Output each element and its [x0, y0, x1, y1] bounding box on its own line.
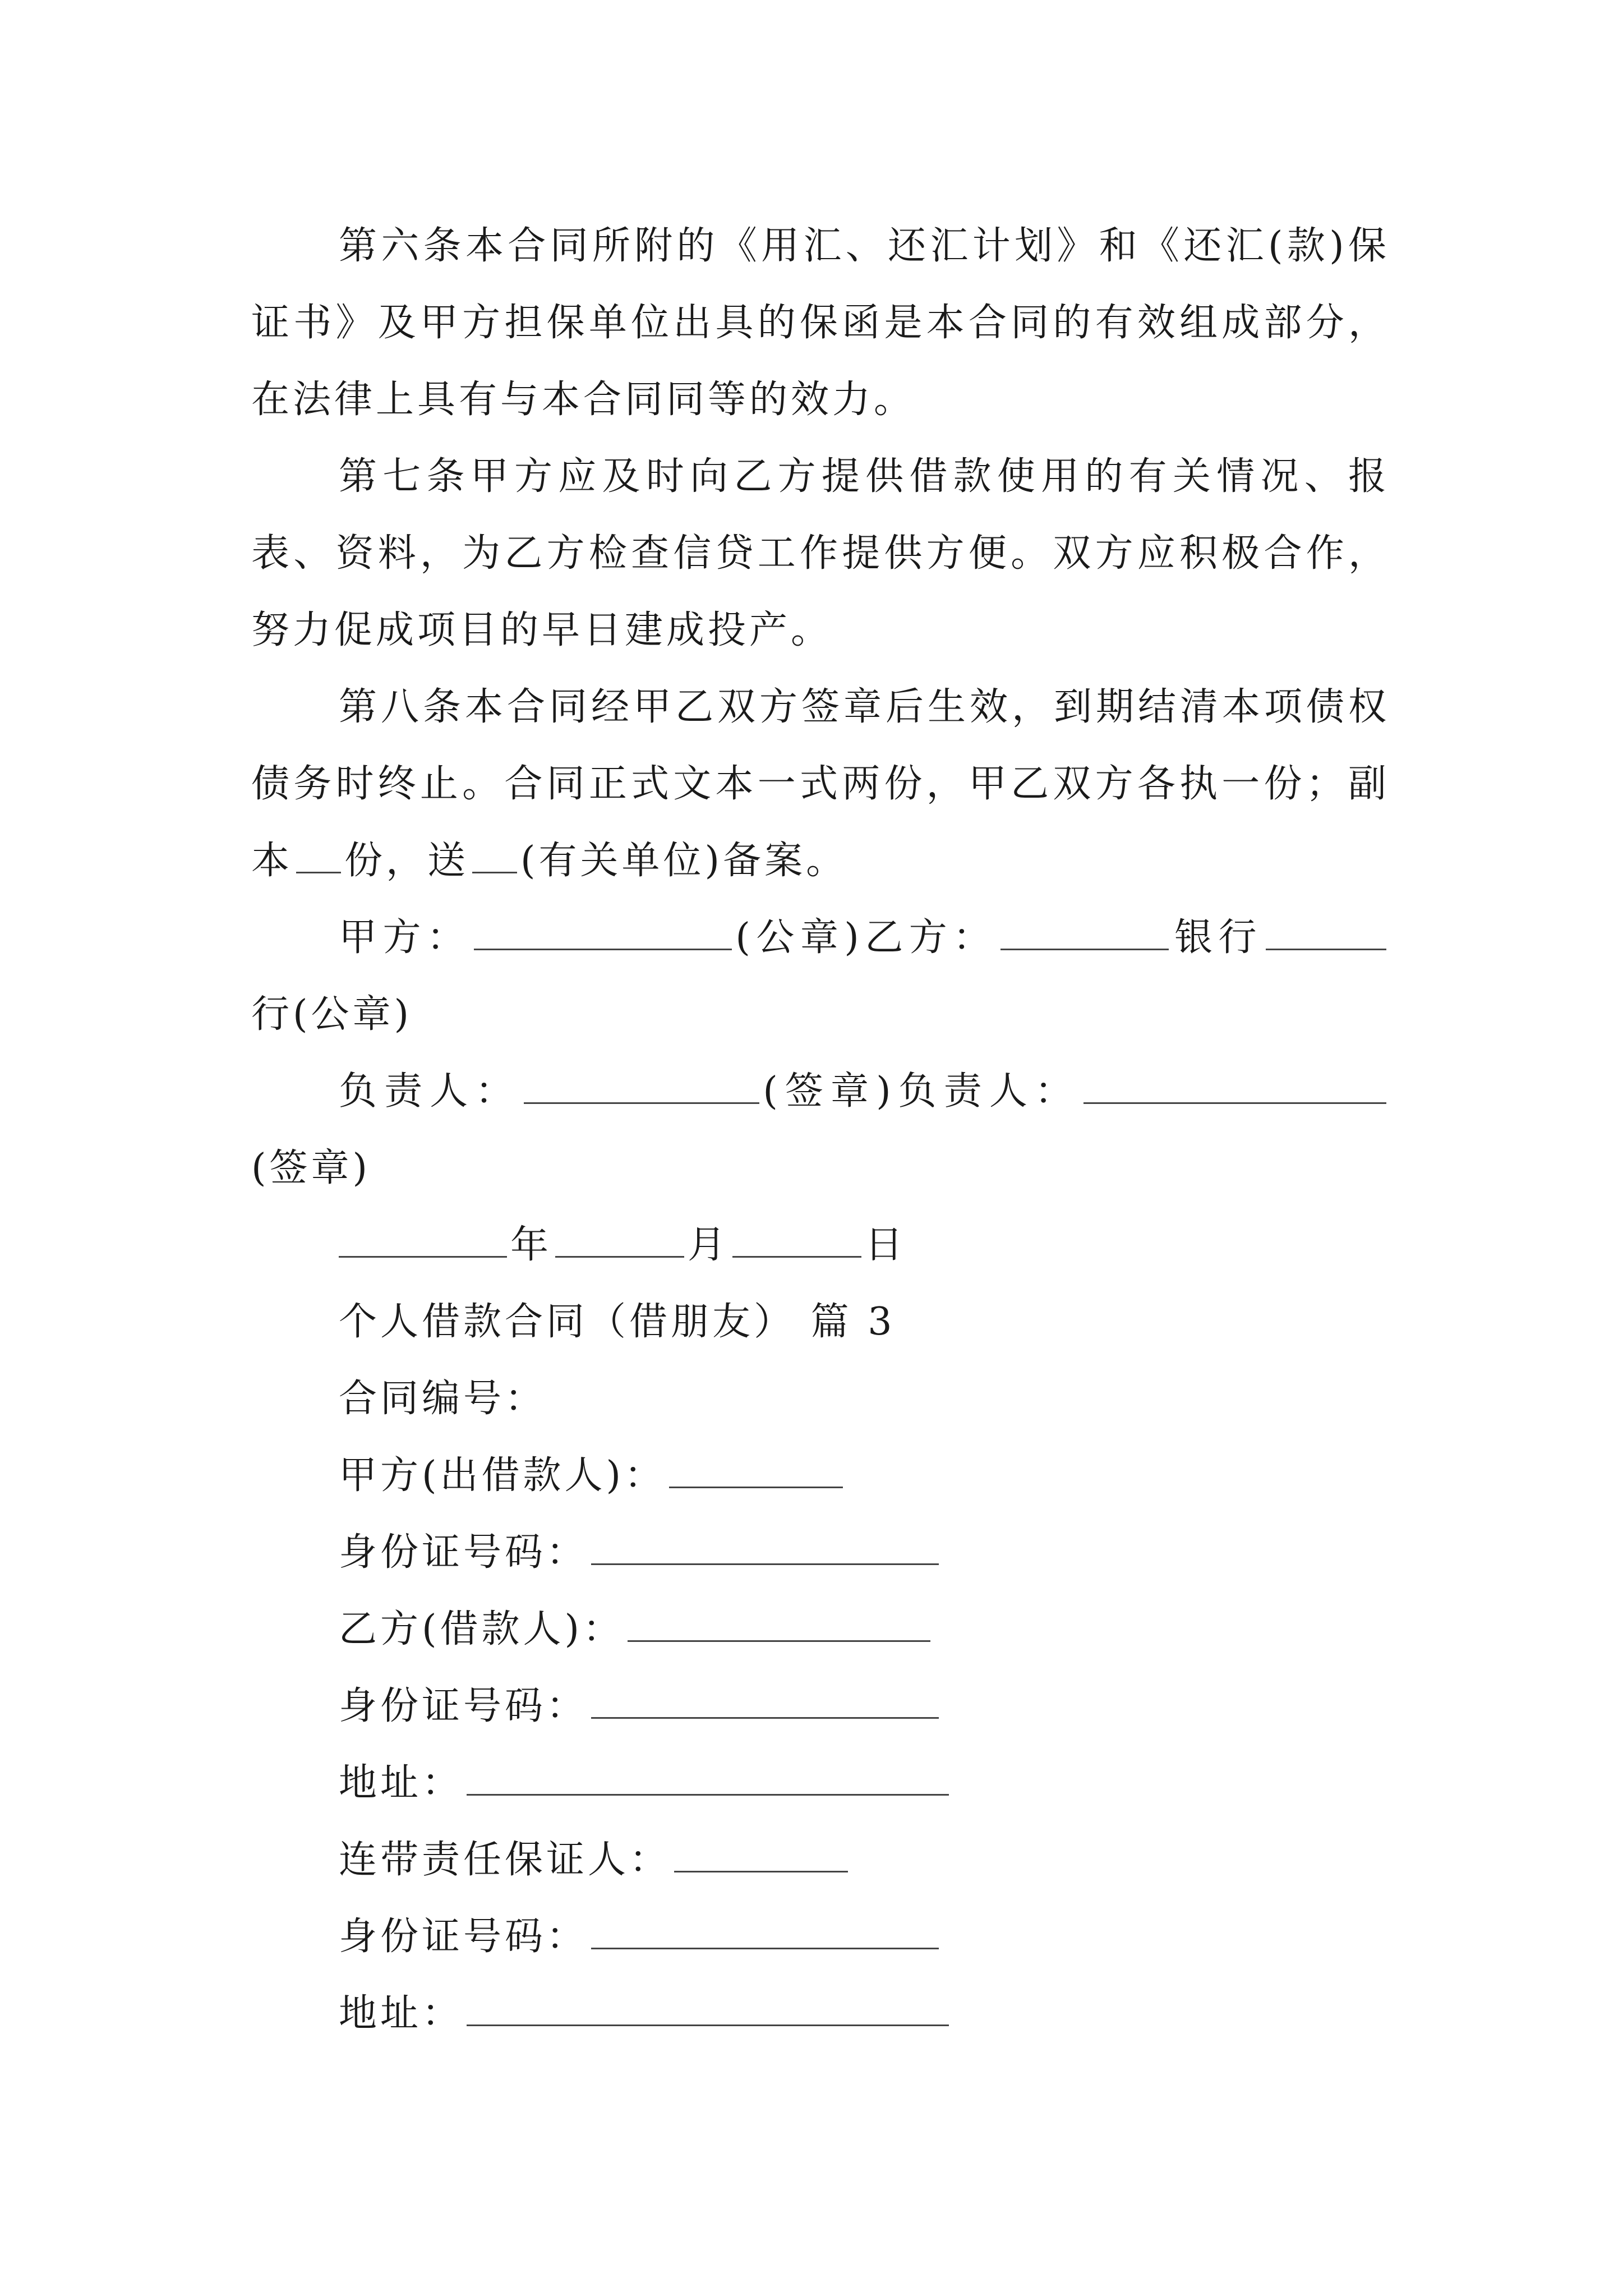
guarantor-id-label: 身份证号码： [339, 1915, 588, 1959]
party-a-seal-label: (公章)乙方： [735, 915, 997, 960]
branch-seal-label: 行(公章) [251, 992, 413, 1037]
year-label: 年 [510, 1223, 552, 1267]
lender-line [251, 1437, 1390, 1514]
guarantor-line [251, 1821, 1390, 1898]
day-blank [732, 1217, 861, 1258]
head-a-label: 负责人： [339, 1069, 521, 1114]
borrower-id-label: 身份证号码： [339, 1684, 588, 1728]
party-a-blank [474, 909, 732, 950]
borrower-address-line [251, 1745, 1390, 1821]
borrower-label: 乙方(借款人)： [339, 1607, 625, 1651]
article-8 [251, 669, 1390, 899]
bank-label: 银行 [1172, 915, 1262, 960]
lender-label: 甲方(出借款人)： [339, 1453, 666, 1498]
lender-id-line [251, 1514, 1390, 1591]
day-label: 日 [865, 1223, 907, 1267]
contract-3-title: 个人借款合同（借朋友） 篇 3 [339, 1300, 896, 1344]
article-7: 第七条甲方应及时向乙方提供借款使用的有关情况、报表、资料，为乙方检查信贷工作提供方便。双方应积极合作，努力促成项目的早日建成投产。 [251, 454, 1390, 652]
borrower-id-line [251, 1668, 1390, 1745]
month-blank [555, 1217, 684, 1258]
branch-blank [1266, 909, 1386, 950]
copies-blank [296, 832, 341, 873]
borrower-blank [628, 1601, 930, 1642]
head-a-blank [524, 1063, 759, 1104]
borrower-address-blank [467, 1755, 949, 1796]
month-label: 月 [688, 1223, 730, 1267]
guarantor-blank [674, 1832, 848, 1872]
guarantor-address-line [251, 1975, 1390, 2052]
date-line [251, 1207, 1390, 1283]
document-page [251, 208, 1390, 2052]
guarantor-label: 连带责任保证人： [339, 1838, 671, 1882]
guarantor-id-line [251, 1898, 1390, 1975]
head-b-sign-label: (签章) [251, 1146, 371, 1190]
borrower-address-label: 地址： [339, 1761, 464, 1805]
signature-head-line [251, 1053, 1390, 1207]
head-a-sign-label: (签章)负责人： [763, 1069, 1080, 1114]
borrower-id-blank [591, 1678, 939, 1719]
bank-name-blank [1000, 909, 1169, 950]
head-b-blank [1083, 1063, 1386, 1104]
borrower-line [251, 1591, 1390, 1668]
guarantor-id-blank [591, 1908, 939, 1949]
article-8-part3: (有关单位)备案。 [520, 839, 848, 883]
contract-number: 合同编号： [339, 1377, 547, 1421]
signature-party-line [251, 899, 1390, 1053]
year-blank [339, 1217, 507, 1258]
article-8-part2: 份，送 [344, 839, 469, 883]
article-8-text: 第八条本合同经甲乙双方签章后生效，到期结清本项债权债务时终止。合同正式文本一式两份，甲乙双方各执一份；副本 [251, 685, 1390, 883]
recipient-blank [472, 832, 517, 873]
lender-id-blank [591, 1524, 939, 1565]
guarantor-address-blank [467, 1985, 949, 2026]
lender-blank [669, 1447, 843, 1488]
party-a-label: 甲方： [339, 915, 471, 960]
guarantor-address-label: 地址： [339, 1991, 464, 2036]
lender-id-label: 身份证号码： [339, 1530, 588, 1575]
article-6: 第六条本合同所附的《用汇、还汇计划》和《还汇(款)保证书》及甲方担保单位出具的保函是本合同的有效组成部分，在法律上具有与本合同同等的效力。 [251, 224, 1390, 422]
